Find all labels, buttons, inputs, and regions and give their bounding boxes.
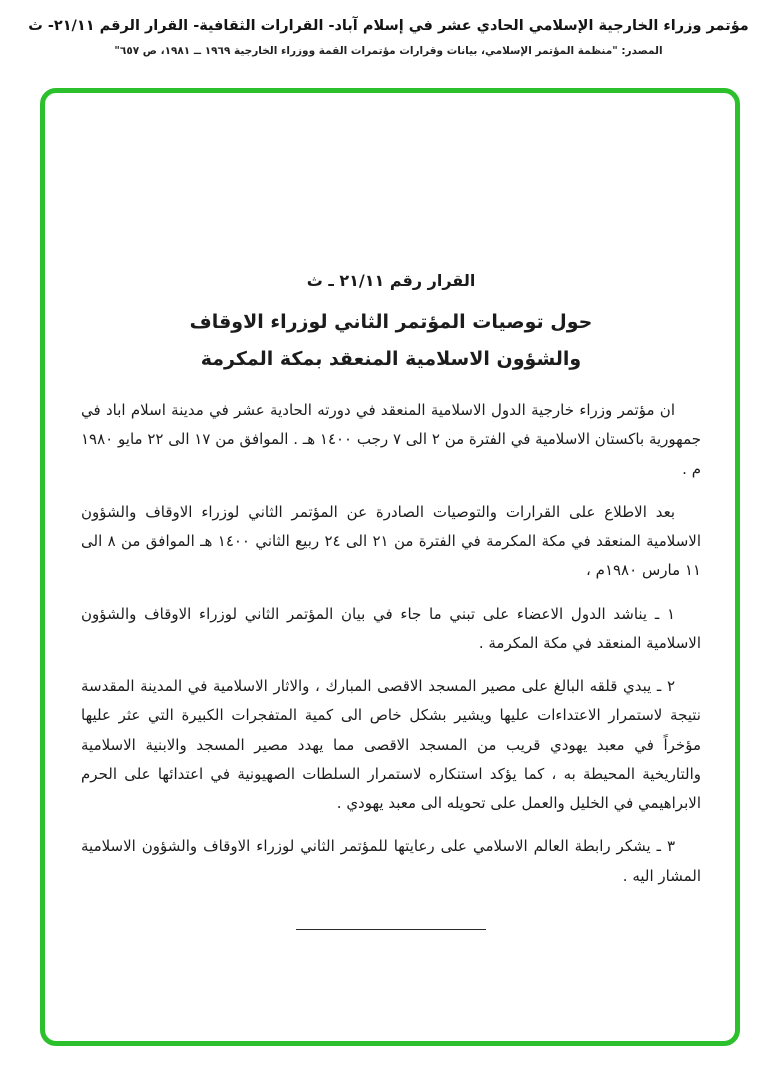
paragraph-preamble: ان مؤتمر وزراء خارجية الدول الاسلامية المنعقد في دورته الحادية عشر في مدينة اسلام اباد في جمهورية باكستان الاسلامية في الفترة من ٢ الى ٧ رجب ١٤٠٠ هـ . الموافق من ١٧ الى ٢٢ مايو ١٩٨٠ م . [81,401,702,478]
resolution-title [81,304,701,378]
resolution-number: القرار رقم ٢١/١١ ـ ث [306,271,476,290]
paragraph-item-2: ٢ ـ يبدي قلقه البالغ على مصير المسجد الاقصى المبارك ، والاثار الاسلامية في المدينة المقدسة نتيجة لاستمرار الاعتداءات عليها ويشير بشكل خاص الى كمية المتفجرات الكبيرة التي عثر عليها مؤخراً في معبد يهودي قريب من المسجد الاقصى مما يهدد مصير المسجد والابنية الاسلامية والتاريخية المحيطة به ، كما يؤكد استنكاره لاستمرار السلطات الصهيونية في اعتدائها على الحرم الابراهيمي في الخليل والعمل على تحويله الى معبد يهودي . [81,677,701,813]
header-citation-line: مؤتمر وزراء الخارجية الإسلامي الحادي عشر في إسلام آباد- القرارات الثقافية- القرار الرقم ٢١/١١- ث [28,18,749,34]
paragraph-having-reviewed: بعد الاطلاع على القرارات والتوصيات الصادرة عن المؤتمر الثاني لوزراء الاوقاف والشؤون الاسلامية المنعقد في مكة المكرمة في الفترة من ٢١ الى ٢٤ ربيع الثاني ١٤٠٠ هـ الموافق من ٨ الى ١١ مارس ١٩٨٠م ، [81,502,701,580]
end-divider-line [296,929,486,930]
resolution-title-line2: والشؤون الاسلامية المنعقد بمكة المكرمة [200,348,582,371]
green-border-frame [40,88,740,1046]
paragraph-item-1: ١ ـ يناشد الدول الاعضاء على تبني ما جاء في بيان المؤتمر الثاني لوزراء الاوقاف والشؤون الاسلامية المنعقد في مكة المكرمة . [81,604,701,652]
page-header [0,16,777,57]
paragraph-list [81,396,701,891]
header-source-line: المصدر: "منظمة المؤتمر الإسلامي، بيانات وقرارات مؤتمرات القمة ووزراء الخارجية ١٩٦٩ ــ ١٩٨١، ص ٦٥٧" [114,44,663,57]
paragraph-item-3: ٣ ـ يشكر رابطة العالم الاسلامي على رعايتها للمؤتمر الثاني لوزراء الاوقاف والشؤون الاسلامية المشار اليه . [81,837,701,885]
resolution-title-line1: حول توصيات المؤتمر الثاني لوزراء الاوقاف [189,311,593,333]
document-body [45,93,735,930]
